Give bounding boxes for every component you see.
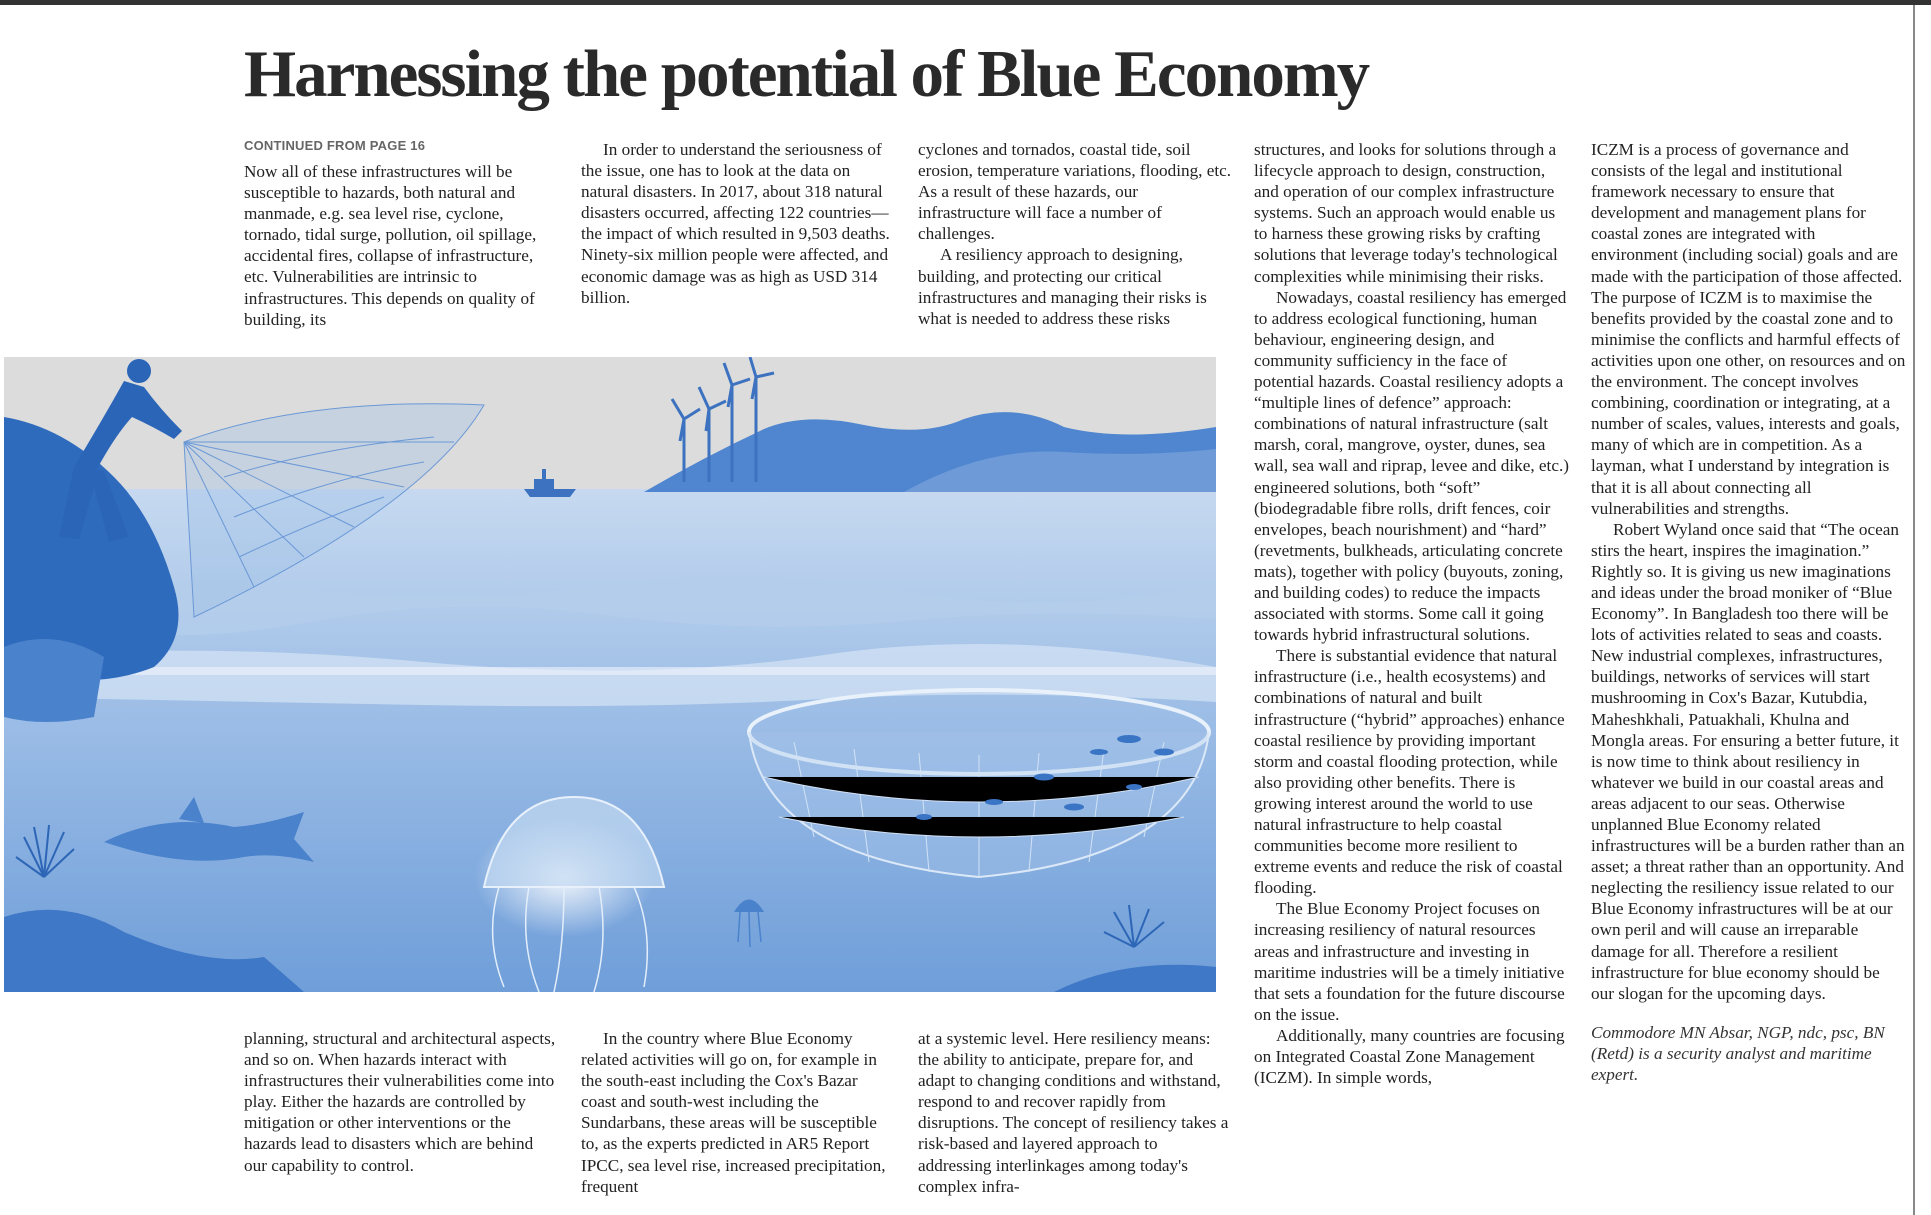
column-4 [1254,139,1569,1088]
ocean-illustration [4,357,1216,992]
paragraph: A resiliency approach to designing, building, and protecting our critical infrastructures and managing their risks is what is needed to address these risks [918,245,1207,328]
paragraph: planning, structural and architectural aspects, and so on. When hazards interact with infrastructures their vulnerabilities come into play. Either the hazards are controlled by mitigation or other interventions or the hazards lead to disasters which are behind our capability to control. [244,1029,556,1175]
column-3-top [918,139,1233,329]
headline: Harnessing the potential of Blue Economy [244,37,1369,111]
paragraph: ICZM is a process of governance and consists of the legal and institutional framework necessary to ensure that development and management plans for coastal zones are integrated with environment (including social) goals and are made with the participation of those affected. The purpose of ICZM is to maximise the benefits provided by the coastal zone and to minimise the conflicts and harmful effects of activities upon one other, on resources and on the environment. The concept involves combining, coordination or integrating, at a number of scales, values, interests and goals, many of which are in competition. As a layman, what I understand by integration is that it is all about connecting all vulnerabilities and strengths. [1591,140,1906,518]
paragraph: The Blue Economy Project focuses on increasing resiliency of natural resources areas and infrastructure and investing in maritime industries will be a timely initiative that sets a foundation for the future discourse on the issue. [1254,899,1565,1024]
paragraph: at a systemic level. Here resiliency means: the ability to anticipate, prepare for, and adapt to changing conditions and withstand, respond to and recover rapidly from disruptions. The concept of resiliency takes a risk-based and layered approach to addressing interlinkages among today's complex infra- [918,1029,1229,1196]
column-2-top [581,139,896,308]
paragraph: In order to understand the seriousness of the issue, one has to look at the data on natural disasters. In 2017, about 318 natural disasters occurred, affecting 122 countries—the impact of which resulted in 9,503 deaths. Ninety-six million people were affected, and economic damage was as high as USD 314 billion. [581,140,890,307]
kicker: CONTINUED FROM PAGE 16 [244,138,426,153]
top-rule [0,0,1931,5]
paragraph: Additionally, many countries are focusing on Integrated Coastal Zone Management (ICZM). In simple words, [1254,1025,1565,1088]
column-2-bottom [581,1028,896,1197]
paragraph: Robert Wyland once said that “The ocean stirs the heart, inspires the imagination.” Rightly so. It is giving us new imaginations and ideas under the broad moniker of “Blue Economy”. In Bangladesh too there will be lots of activities related to seas and coasts. New industrial complexes, infrastructures, buildings, networks of services will start mushrooming in Cox's Bazar, Kutubdia, Maheshkhali, Patuakhali, Khulna and Mongla areas. For ensuring a better future, it is now time to think about resiliency in whatever we build in our coastal areas and areas adjacent to our seas. Otherwise unplanned Blue Economy related infrastructures will be a burden rather than an asset; a threat rather than an opportunity. And neglecting the resiliency issue related to our Blue Economy infrastructures will be at our own peril and will cause an irreparable damage for all. Therefore a resilient infrastructure for blue economy should be our slogan for the upcoming days. [1591,519,1905,1003]
paragraph: structures, and looks for solutions through a lifecycle approach to design, construction, and operation of our complex infrastructure systems. Such an approach would enable us to harness these growing risks by crafting solutions that leverage today's technological complexities while minimising their risks. [1254,140,1558,286]
paragraph: There is substantial evidence that natural infrastructure (i.e., health ecosystems) and combinations of natural and built infrastructure (“hybrid” approaches) enhance coastal resilience by providing important storm and coastal flooding protection, while also providing other benefits. There is growing interest around the world to use natural infrastructure to help coastal communities become more resilient to extreme events and reduce the risk of coastal flooding. [1254,646,1565,898]
paragraph: Now all of these infrastructures will be susceptible to hazards, both natural and manmade, e.g. sea level rise, cyclone, tornado, tidal surge, pollution, oil spillage, accidental fires, collapse of infrastructure, etc. Vulnerabilities are intrinsic to infrastructures. This depends on quality of building, its [244,162,537,329]
paragraph: In the country where Blue Economy related activities will go on, for example in the south-east including the Cox's Bazar coast and south-west including the Sundarbans, these areas will be susceptible to, as the experts predicted in AR5 Report IPCC, sea level rise, increased precipitation, frequent [581,1029,886,1196]
column-1-top [244,137,559,330]
horizon-light [4,667,1216,675]
column-5 [1591,139,1906,1085]
paragraph: cyclones and tornados, coastal tide, soil erosion, temperature variations, flooding, etc. As a result of these hazards, our infrastructure will face a number of challenges. [918,140,1232,244]
column-3-bottom [918,1028,1233,1197]
column-1-bottom [244,1028,559,1176]
rock-cliff [4,639,104,722]
paragraph: Nowadays, coastal resiliency has emerged to address ecological functioning, human behaviour, engineering design, and community sufficiency in the face of potential hazards. Coastal resiliency adopts a “multiple lines of defence” approach: combinations of natural infrastructure (salt marsh, coral, mangrove, oyster, dunes, sea wall, sea wall and riprap, levee and dike, etc.) engineered solutions, both “soft” (biodegradable fibre rolls, drift fences, coir envelopes, beach nourishment) and “hard” (revetments, bulkheads, articulating concrete mats), together with policy (buyouts, zoning, and building codes) to reduce the impacts associated with storms. Some call it going towards hybrid infrastructural solutions. [1254,287,1569,645]
right-rule [1913,5,1915,1215]
author-byline: Commodore MN Absar, NGP, ndc, psc, BN (Retd) is a security analyst and maritime expert. [1591,1022,1885,1085]
